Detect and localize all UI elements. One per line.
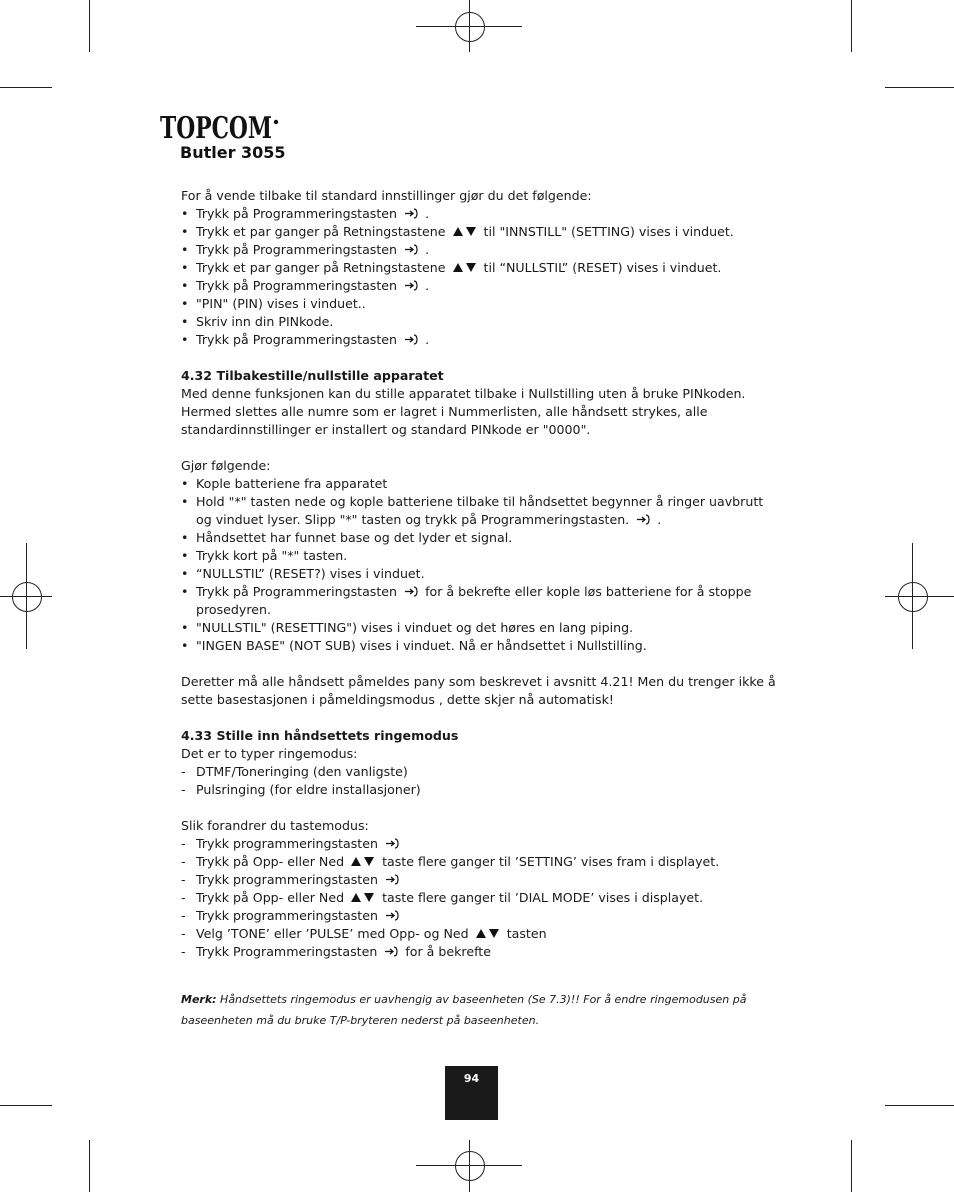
model-name: Butler 3055	[180, 143, 286, 162]
registration-circle	[455, 1151, 485, 1181]
enter-icon	[403, 586, 419, 597]
list-item	[181, 637, 781, 655]
note-label: Merk:	[181, 993, 217, 1006]
step-text: Trykk programmeringstasten	[196, 836, 378, 851]
enter-icon	[383, 946, 399, 957]
paragraph: Hermed slettes alle numre som er lagret i Nummerlisten, alle håndsett strykes, alle	[181, 404, 708, 419]
crop-mark	[851, 1140, 852, 1192]
step-text-after: .	[657, 512, 662, 527]
intro-text: For å vende tilbake til standard innstillinger gjør du det følgende:	[181, 188, 592, 203]
enter-icon	[384, 838, 400, 849]
step-text-after: for å bekrefte eller kople løs batteriene for å stoppe prosedyren.	[196, 584, 752, 617]
list-item	[181, 871, 781, 889]
enter-icon	[403, 244, 419, 255]
updown-arrows-icon	[452, 226, 478, 237]
crop-mark	[885, 1105, 954, 1106]
list-item	[181, 313, 781, 331]
step-text-after: tasten	[506, 926, 547, 941]
step-text: Velg ’TONE’ eller ’PULSE’ med Opp- og Ned	[196, 926, 469, 941]
step-text-after: til "INNSTILL" (SETTING) vises i vinduet.	[483, 224, 734, 239]
updown-arrows-icon	[475, 928, 501, 939]
step-text: Hold "*" tasten nede og kople batteriene tilbake til håndsettet begynner å ringer uavbrutt og vinduet lyser. Slipp "*" tasten og trykk på Programmeringstasten.	[196, 494, 764, 527]
list-item	[181, 331, 781, 349]
note-text: Håndsettets ringemodus er uavhengig av baseenheten (Se 7.3)!! For å endre ringemodusen på	[220, 993, 747, 1006]
step-text: "NULLSTIL" (RESETTING") vises i vinduet og det høres en lang piping.	[196, 620, 634, 635]
crop-mark	[89, 1140, 90, 1192]
brand-logo-text: TOPCOM	[160, 111, 272, 146]
updown-arrows-icon	[452, 262, 478, 273]
list-item: - Pulsringing (for eldre installasjoner)	[181, 781, 781, 799]
step-text-after: .	[425, 278, 430, 293]
list-item	[181, 241, 781, 259]
registration-circle	[455, 12, 485, 42]
crop-mark	[885, 87, 954, 88]
step-text: Trykk på Programmeringstasten	[196, 332, 398, 347]
list-item	[181, 583, 781, 619]
step-text: Skriv inn din PINkode.	[196, 314, 334, 329]
ring-steps	[181, 835, 781, 961]
step-text: Trykk kort på "*" tasten.	[196, 548, 348, 563]
intro-steps	[181, 205, 781, 349]
list-item	[181, 907, 781, 925]
section-heading-4-33: 4.33 Stille inn håndsettets ringemodus	[181, 728, 459, 743]
step-text-after: .	[425, 242, 430, 257]
list-item	[181, 889, 781, 907]
step-text-after: taste flere ganger til ’SETTING’ vises fram i displayet.	[382, 854, 720, 869]
reset-steps	[181, 475, 781, 655]
crop-mark	[851, 0, 852, 52]
crop-mark	[0, 87, 52, 88]
note-text: baseenheten må du bruke T/P-bryteren nederst på baseenheten.	[181, 1014, 540, 1027]
step-text: Trykk på Programmeringstasten	[196, 278, 398, 293]
enter-icon	[384, 874, 400, 885]
list-item	[181, 619, 781, 637]
list-item	[181, 547, 781, 565]
section-heading-4-32: 4.32 Tilbakestille/nullstille apparatet	[181, 368, 444, 383]
step-text: Trykk et par ganger på Retningstastene	[196, 224, 446, 239]
step-text: Håndsettet har funnet base og det lyder et signal.	[196, 530, 513, 545]
list-item	[181, 223, 781, 241]
step-text: Trykk på Programmeringstasten	[196, 242, 398, 257]
paragraph: standardinnstillinger er installert og standard PINkode er "0000".	[181, 422, 591, 437]
paragraph: Det er to typer ringemodus:	[181, 746, 358, 761]
paragraph: sette basestasjonen i påmeldingsmodus , dette skjer nå automatisk!	[181, 692, 614, 707]
list-item	[181, 205, 781, 223]
page-content	[181, 187, 781, 1031]
list-item	[181, 835, 781, 853]
step-text: Trykk på Opp- eller Ned	[196, 890, 345, 905]
step-text: Trykk på Opp- eller Ned	[196, 854, 345, 869]
crop-mark	[89, 0, 90, 52]
updown-arrows-icon	[350, 856, 376, 867]
step-text-after: til “NULLSTIL” (RESET) vises i vinduet.	[483, 260, 722, 275]
ring-types	[181, 763, 781, 799]
step-text: Trykk på Programmeringstasten	[196, 206, 398, 221]
step-text: Trykk programmeringstasten	[196, 908, 378, 923]
page-number-box	[445, 1066, 498, 1120]
updown-arrows-icon	[350, 892, 376, 903]
page-number: 94	[463, 1072, 480, 1085]
step-text: “NULLSTIL” (RESET?) vises i vinduet.	[196, 566, 425, 581]
list-item	[181, 277, 781, 295]
step-text-after: .	[425, 206, 430, 221]
registration-circle	[12, 582, 42, 612]
registration-circle	[898, 582, 928, 612]
paragraph: Slik forandrer du tastemodus:	[181, 818, 369, 833]
paragraph: Deretter må alle håndsett påmeldes pany som beskrevet i avsnitt 4.21! Men du trenger ikke å	[181, 674, 776, 689]
step-text: "PIN" (PIN) vises i vinduet..	[196, 296, 366, 311]
list-item	[181, 565, 781, 583]
list-item	[181, 529, 781, 547]
step-text-after: taste flere ganger til ’DIAL MODE’ vises i displayet.	[382, 890, 704, 905]
step-text-after: for å bekrefte	[405, 944, 491, 959]
paragraph: Med denne funksjonen kan du stille apparatet tilbake i Nullstilling uten å bruke PINkoden.	[181, 386, 746, 401]
crop-mark	[0, 1105, 52, 1106]
list-item	[181, 475, 781, 493]
step-text: Trykk et par ganger på Retningstastene	[196, 260, 446, 275]
step-text: Trykk på Programmeringstasten	[196, 584, 398, 599]
step-text: "INGEN BASE" (NOT SUB) vises i vinduet. Nå er håndsettet i Nullstilling.	[196, 638, 647, 653]
enter-icon	[384, 910, 400, 921]
list-item	[181, 943, 781, 961]
list-item	[181, 493, 781, 529]
step-text-after: .	[425, 332, 430, 347]
step-text: Trykk Programmeringstasten	[196, 944, 378, 959]
step-text: Trykk programmeringstasten	[196, 872, 378, 887]
enter-icon	[403, 334, 419, 345]
list-item	[181, 295, 781, 313]
note	[181, 989, 781, 1031]
enter-icon	[635, 514, 651, 525]
enter-icon	[403, 208, 419, 219]
list-item	[181, 925, 781, 943]
enter-icon	[403, 280, 419, 291]
list-item	[181, 853, 781, 871]
list-item	[181, 259, 781, 277]
step-text: Kople batteriene fra apparatet	[196, 476, 388, 491]
topcom-logo	[160, 112, 280, 144]
paragraph: Gjør følgende:	[181, 458, 271, 473]
list-item: - DTMF/Toneringing (den vanligste)	[181, 763, 781, 781]
